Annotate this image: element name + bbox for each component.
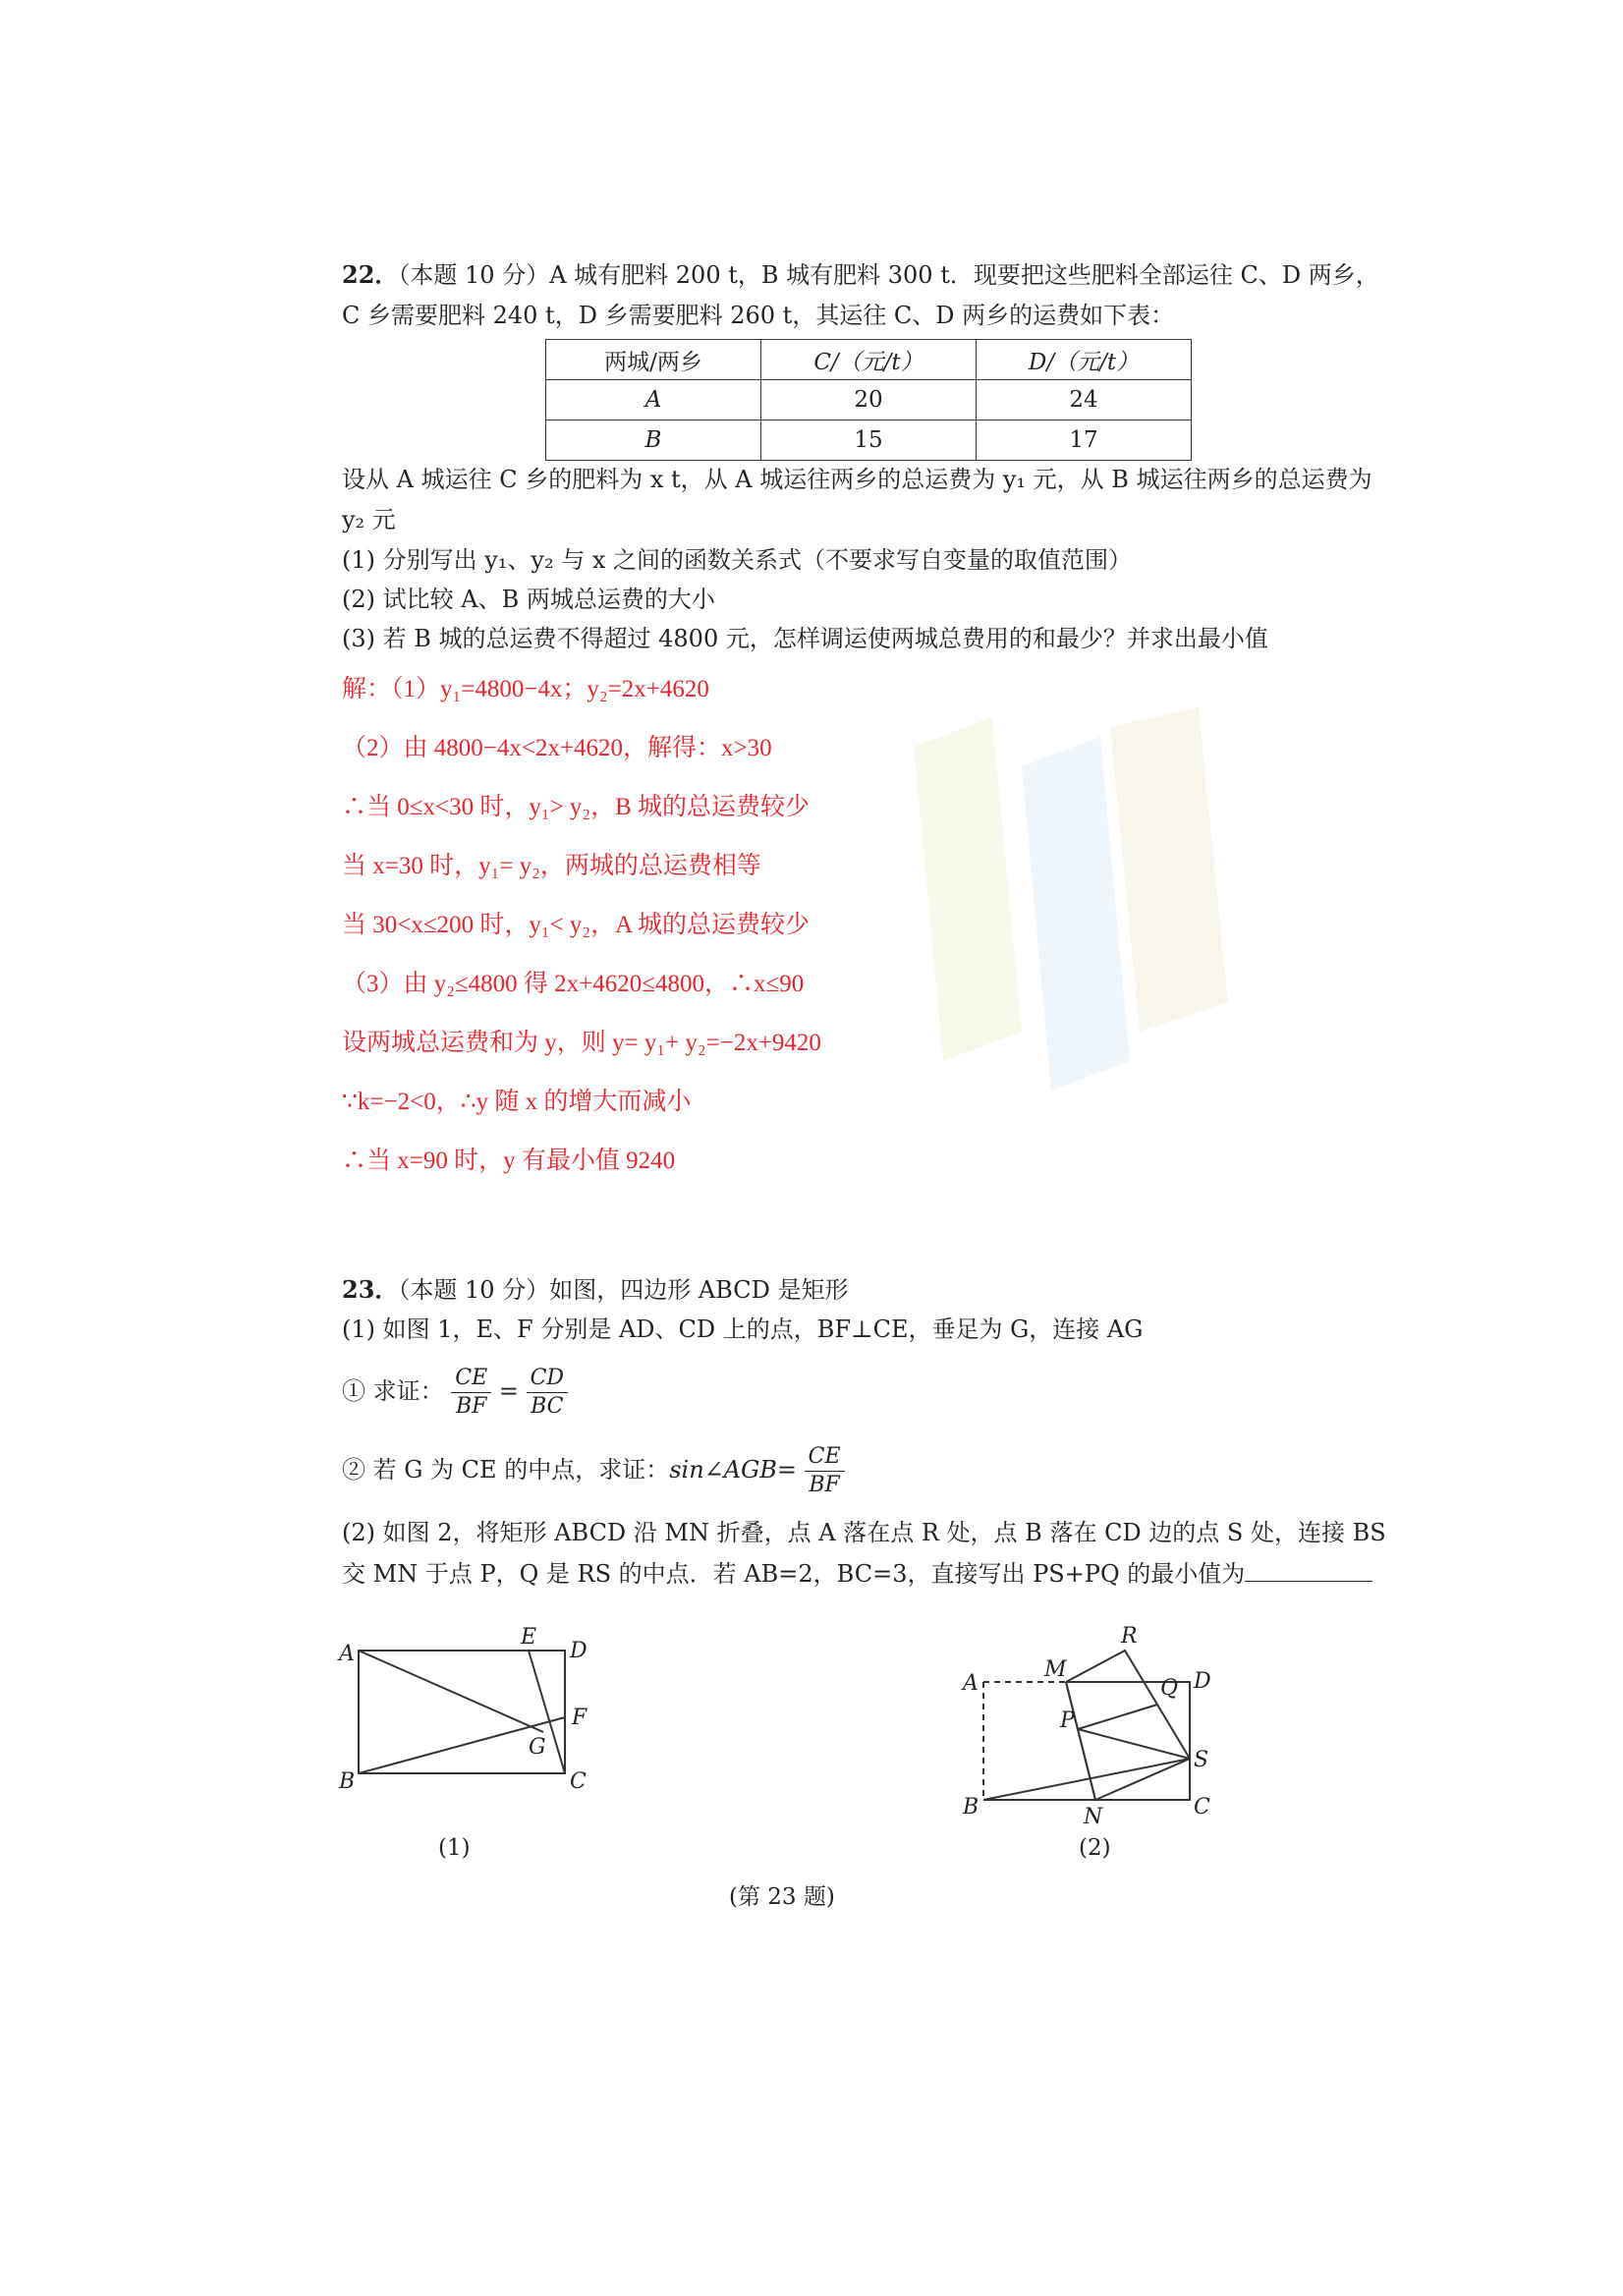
point-label: A xyxy=(339,1642,355,1666)
table-cell: 15 xyxy=(761,420,977,461)
segment-ag xyxy=(359,1651,543,1732)
point-label: C xyxy=(1194,1795,1210,1820)
point-label: R xyxy=(1121,1624,1138,1649)
solution-line: 当 x=30 时，y₁= y₂，两城的总运费相等 xyxy=(342,853,761,879)
q23-part2-line1: (2) 如图 2，将矩形 ABCD 沿 MN 折叠，点 A 落在点 R 处，点 B 落在 CD 边的点 S 处，连接 BS xyxy=(342,1519,1386,1546)
watermark-logo xyxy=(874,707,1248,1218)
fraction-denominator: BF xyxy=(456,1394,487,1419)
point-label: A xyxy=(963,1671,979,1696)
sub1-label: ① 求证： xyxy=(342,1377,444,1405)
table-header-cell: 两城/两乡 xyxy=(546,340,761,380)
fraction-numerator: CD xyxy=(527,1365,568,1393)
segment-pq xyxy=(1078,1705,1157,1729)
fraction-cd-bc xyxy=(527,1365,568,1421)
figure-2 xyxy=(958,1621,1233,1832)
q23-header-text: （本题 10 分）如图，四边形 ABCD 是矩形 xyxy=(398,1276,849,1304)
q23-part1: (1) 如图 1，E、F 分别是 AD、CD 上的点，BF⊥CE，垂足为 G，连接 AG xyxy=(342,1316,1144,1343)
point-label: G xyxy=(529,1735,546,1760)
point-label: N xyxy=(1084,1805,1103,1829)
q23-sub1 xyxy=(342,1361,568,1422)
solution-line: （2）由 4800−4x<2x+4620，解得：x>30 xyxy=(342,735,772,761)
q22-line2: C 乡需要肥料 240 t，D 乡需要肥料 260 t，其运往 C、D 两乡的运费如下表： xyxy=(342,302,1175,329)
table-row xyxy=(546,420,1192,461)
solution-line: ∴当 0≤x<30 时，y₁> y₂，B 城的总运费较少 xyxy=(342,794,811,820)
fraction-denominator: BF xyxy=(809,1473,840,1497)
table-cell: B xyxy=(546,420,761,461)
q23-number: 23． xyxy=(342,1275,399,1304)
equals-sign: = xyxy=(498,1377,519,1405)
table-cell: 20 xyxy=(761,380,977,420)
point-label: C xyxy=(570,1769,587,1794)
q23-header xyxy=(342,1275,848,1305)
table-cell: 17 xyxy=(977,420,1192,461)
table-header-row xyxy=(546,340,1192,380)
part2-text: 交 MN 于点 P，Q 是 RS 的中点．若 AB=2，BC=3，直接写出 PS+PQ 的最小值为 xyxy=(342,1560,1246,1588)
figure-1-caption: (1) xyxy=(438,1835,471,1861)
q22-part3: (3) 若 B 城的总运费不得超过 4800 元，怎样调运使两城总费用的和最少？并求出最小值 xyxy=(342,625,1268,652)
point-label: E xyxy=(521,1626,537,1650)
point-label: B xyxy=(963,1795,979,1820)
sub2-label: ② 若 G 为 CE 的中点，求证： xyxy=(342,1456,670,1484)
q22-number: 22． xyxy=(342,260,399,289)
q23-sub2 xyxy=(342,1439,845,1500)
segment-ps xyxy=(1078,1729,1190,1759)
sin-expression: sin∠AGB= xyxy=(669,1456,798,1484)
figure-1 xyxy=(334,1626,619,1822)
point-label: S xyxy=(1194,1748,1209,1772)
point-label: D xyxy=(570,1639,588,1663)
table-cell: 24 xyxy=(977,380,1192,420)
point-label: M xyxy=(1044,1657,1067,1682)
figure-group-caption: (第 23 题) xyxy=(729,1884,835,1910)
solution-line: 当 30<x≤200 时，y₁< y₂，A 城的总运费较少 xyxy=(342,912,811,938)
point-label: Q xyxy=(1160,1676,1179,1701)
fraction-ce-bf xyxy=(805,1443,845,1499)
table-header-cell: C/（元/t） xyxy=(761,340,977,380)
table-cell: A xyxy=(546,380,761,420)
solution-line: （3）由 y₂≤4800 得 2x+4620≤4800，∴x≤90 xyxy=(342,971,805,997)
q22-line1: A 城有肥料 200 t，B 城有肥料 300 t．现要把这些肥料全部运往 C、D 两乡， xyxy=(549,261,1379,289)
figure-2-caption: (2) xyxy=(1079,1835,1111,1861)
solution-line: 解：（1）y₁=4800−4x；y₂=2x+4620 xyxy=(342,676,709,702)
fraction-ce-bf xyxy=(451,1365,491,1421)
fraction-numerator: CE xyxy=(451,1365,491,1393)
solution-line: ∴当 x=90 时，y 有最小值 9240 xyxy=(342,1148,676,1174)
point-label: B xyxy=(339,1769,356,1794)
q22-part1: (1) 分别写出 y₁、y₂ 与 x 之间的函数关系式（不要求写自变量的取值范围） xyxy=(342,546,1133,574)
solution-line: ∵k=−2<0，∴y 随 x 的增大而减小 xyxy=(342,1089,692,1115)
fraction-denominator: BC xyxy=(531,1394,564,1419)
freight-table xyxy=(545,339,1192,461)
solution-line: 设两城总运费和为 y，则 y= y₁+ y₂=−2x+9420 xyxy=(342,1030,821,1056)
q22-header xyxy=(342,260,1379,290)
q22-part2: (2) 试比较 A、B 两城总运费的大小 xyxy=(342,586,715,613)
folded-quad-mrsn xyxy=(1066,1651,1190,1800)
answer-blank xyxy=(1245,1557,1372,1582)
table-row xyxy=(546,380,1192,420)
rectangle-remaining-edges xyxy=(983,1682,1190,1800)
q22-setup-line2: y₂ 元 xyxy=(342,506,396,533)
table-header-cell: D/（元/t） xyxy=(977,340,1192,380)
fraction-numerator: CE xyxy=(805,1443,845,1472)
q22-score: （本题 10 分） xyxy=(398,261,550,289)
point-label: F xyxy=(572,1706,588,1730)
point-label: P xyxy=(1060,1708,1075,1733)
q22-setup-line1: 设从 A 城运往 C 乡的肥料为 x t，从 A 城运往两乡的总运费为 y₁ 元，从 B 城运往两乡的总运费为 xyxy=(342,466,1372,493)
q23-part2-line2 xyxy=(342,1557,1372,1589)
point-label: D xyxy=(1194,1669,1211,1694)
